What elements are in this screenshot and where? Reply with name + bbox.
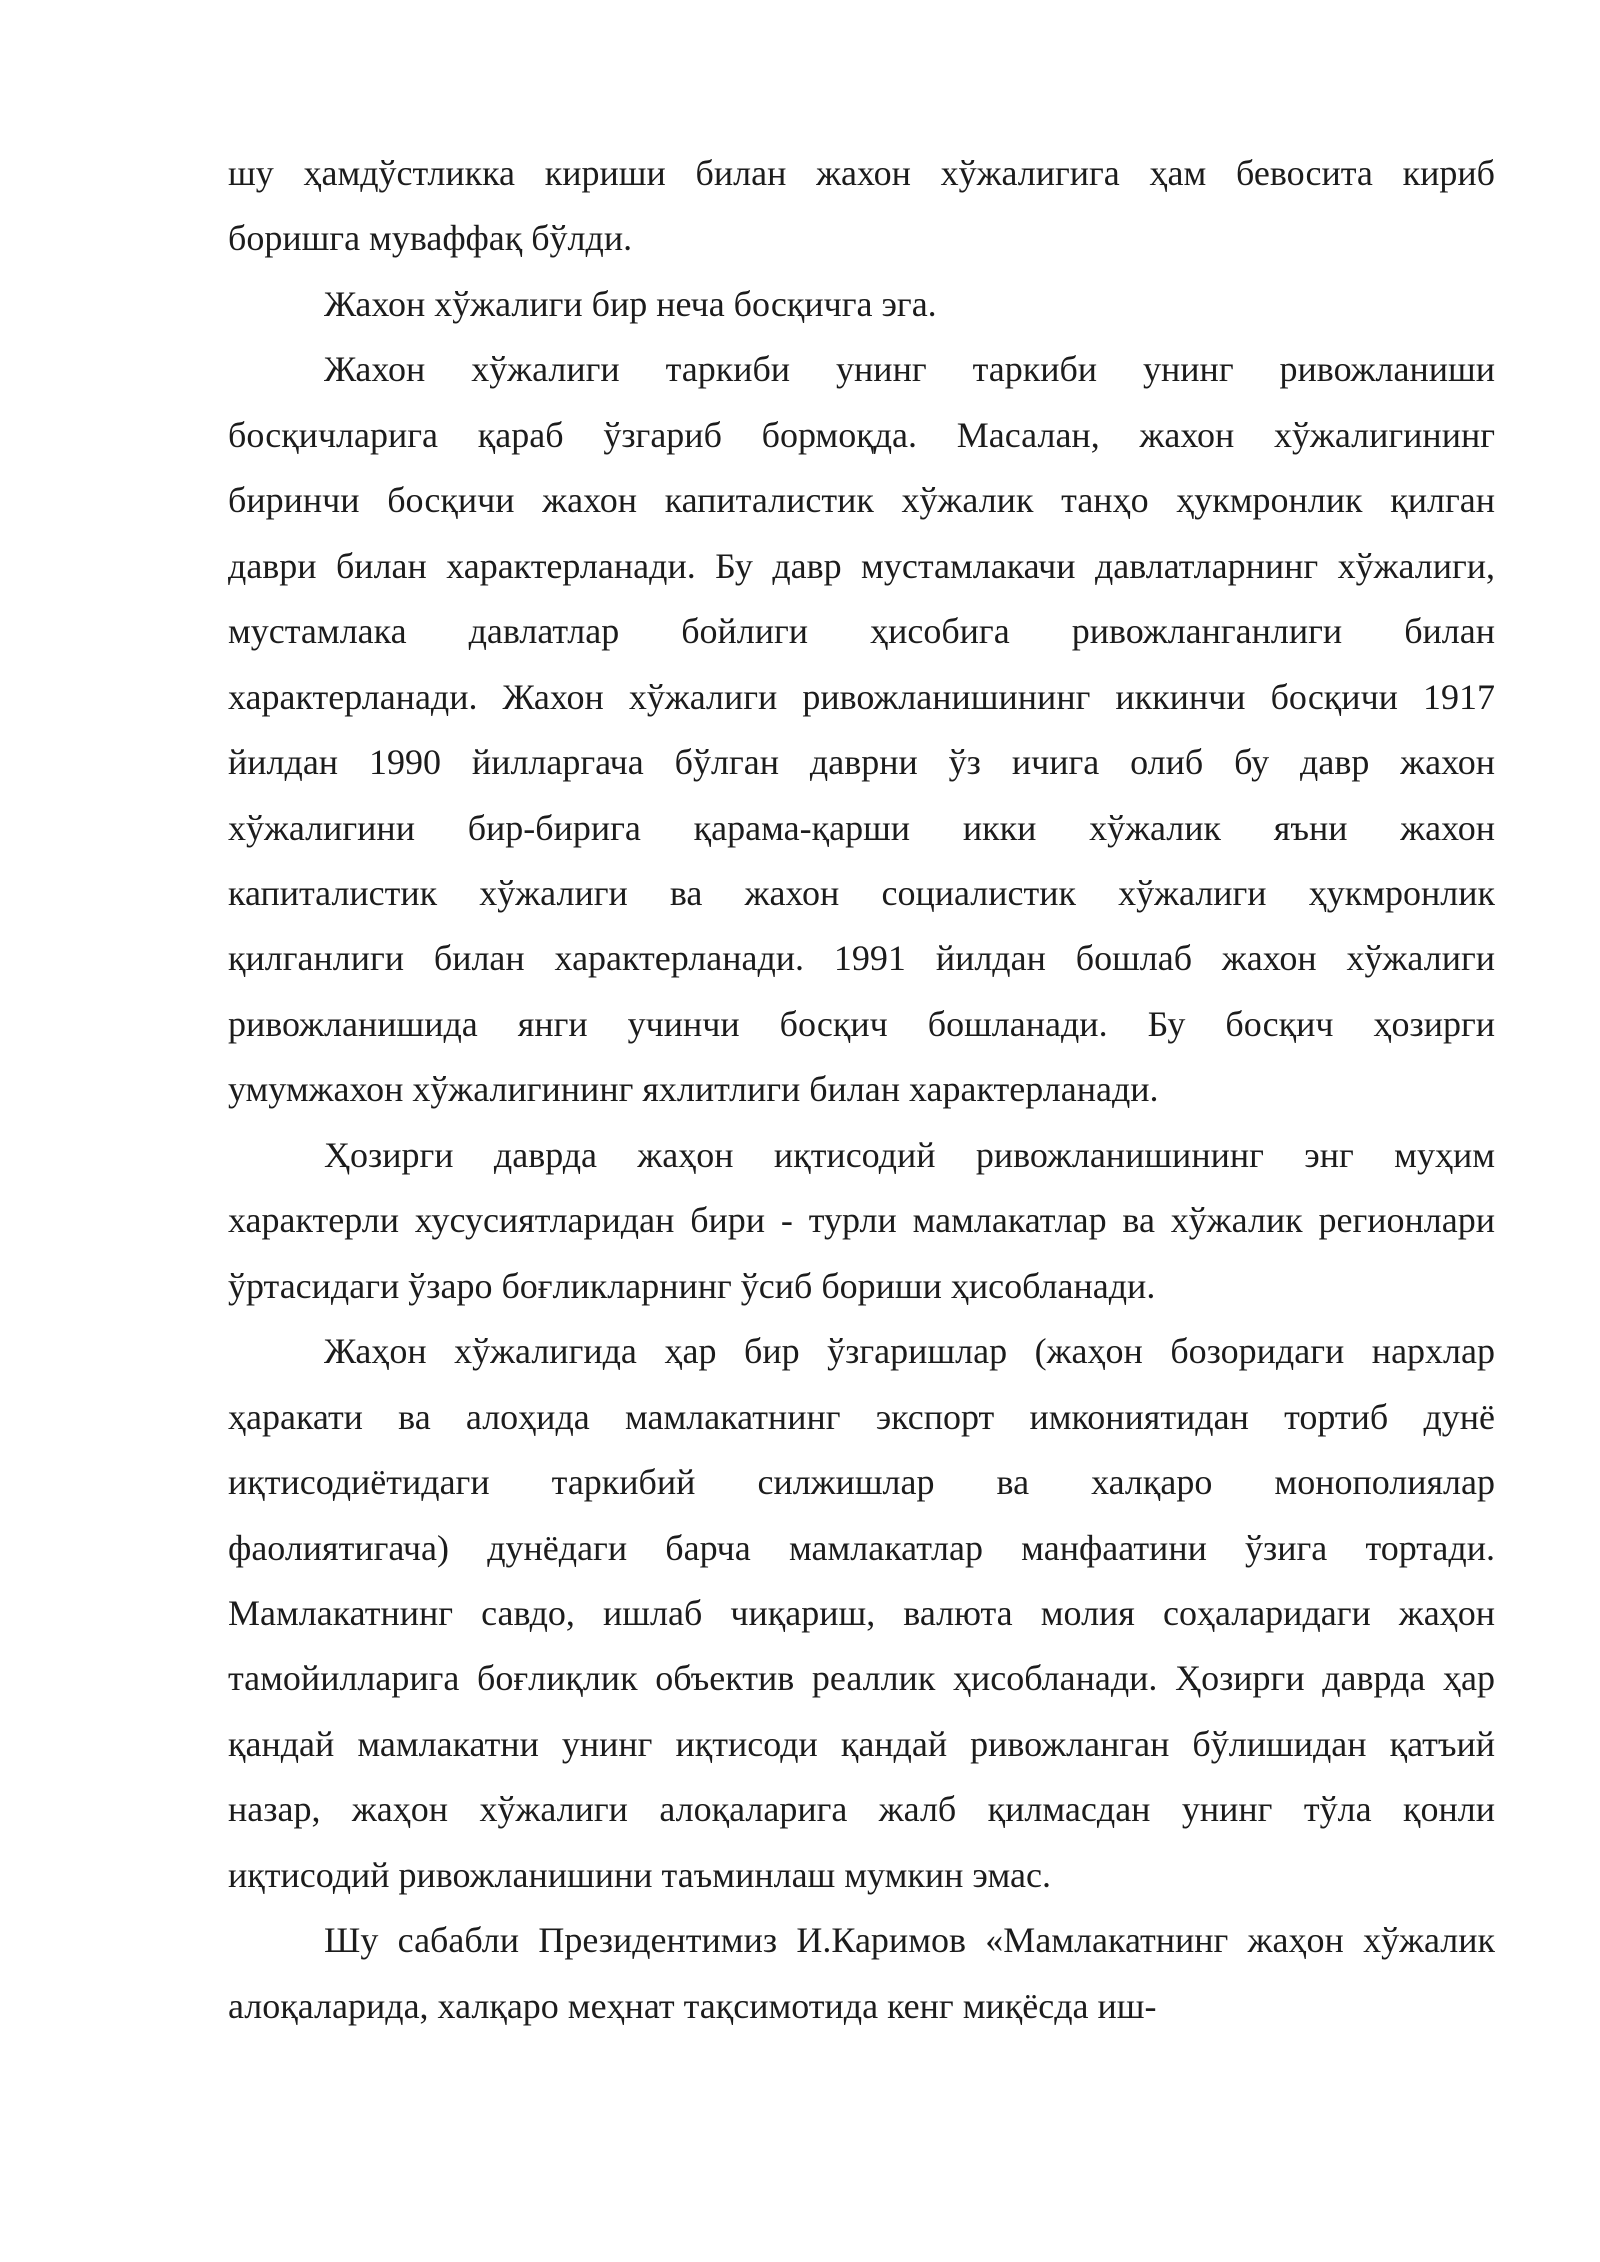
paragraph [228,1908,1495,2039]
text-line: Жахон хўжалиги бир неча босқичга эга. [324,283,937,324]
text-line: иқтисодий ривожланишини таъминлаш мумкин эмас. [228,1854,1052,1895]
text-line: характерланади. Жахон хўжалиги ривожланишининг иккинчи босқичи 1917 [228,676,1495,717]
text-line: Мамлакатнинг савдо, ишлаб чиқариш, валюта молия соҳаларидаги жаҳон [228,1592,1495,1633]
text-line: капиталистик хўжалиги ва жахон социалистик хўжалиги ҳукмронлик [228,872,1495,913]
text-line: даври билан характерланади. Бу давр мустамлакачи давлатларнинг хўжалиги, [228,545,1495,586]
text-line: Шу сабабли Президентимиз И.Каримов «Мамлакатнинг жаҳон хўжалик [324,1920,1495,1961]
text-line: фаолиятигача) дунёдаги барча мамлакатлар манфаатини ўзига тортади. [228,1527,1495,1568]
paragraph [228,141,1495,272]
text-line: иқтисодиётидаги таркибий силжишлар ва халқаро монополиялар [228,1462,1495,1503]
text-line: ҳаракати ва алоҳида мамлакатнинг экспорт имкониятидан тортиб дунё [228,1396,1495,1437]
body-text [228,141,1495,2039]
text-line: Ҳозирги даврда жаҳон иқтисодий ривожланишининг энг муҳим [324,1134,1495,1175]
text-line: биринчи босқичи жахон капиталистик хўжалик танҳо ҳукмронлик қилган [228,480,1495,521]
text-line: тамойилларига боғлиқлик объектив реаллик ҳисобланади. Ҳозирги даврда ҳар [228,1658,1495,1699]
text-line: шу ҳамдўстликка кириши билан жахон хўжалигига ҳам бевосита кириб [228,153,1495,193]
paragraph [228,272,1495,337]
text-line: босқичларига қараб ўзгариб бормоқда. Масалан, жахон хўжалигининг [228,414,1495,455]
text-line: хўжалигини бир-бирига қарама-қарши икки хўжалик яъни жахон [228,807,1495,848]
text-line: ривожланишида янги учинчи босқич бошланади. Бу босқич ҳозирги [228,1003,1495,1044]
paragraph [228,1319,1495,1908]
text-line: қилганлиги билан характерланади. 1991 йилдан бошлаб жахон хўжалиги [228,938,1495,979]
text-line: алоқаларида, халқаро меҳнат тақсимотида кенг миқёсда иш- [228,1985,1157,2026]
text-line: умумжахон хўжалигининг яхлитлиги билан характерланади. [228,1069,1159,1110]
text-line: характерли хусусиятларидан бири - турли мамлакатлар ва хўжалик регионлари [228,1200,1495,1241]
paragraph [228,337,1495,1122]
text-line: боришга муваффақ бўлди. [228,218,633,259]
paragraph [228,1123,1495,1319]
text-line: йилдан 1990 йилларгача бўлган даврни ўз ичига олиб бу давр жахон [228,742,1495,783]
text-line: Жаҳон хўжалигида ҳар бир ўзгаришлар (жаҳон бозоридаги нархлар [324,1331,1495,1372]
text-line: назар, жаҳон хўжалиги алоқаларига жалб қилмасдан унинг тўла қонли [228,1789,1495,1830]
text-line: Жахон хўжалиги таркиби унинг таркиби унинг ривожланиши [324,349,1495,390]
text-line: ўртасидаги ўзаро боғликларнинг ўсиб бориши ҳисобланади. [228,1265,1156,1306]
text-line: қандай мамлакатни унинг иқтисоди қандай ривожланган бўлишидан қатъий [228,1723,1495,1764]
text-line: мустамлака давлатлар бойлиги ҳисобига ривожланганлиги билан [228,611,1495,652]
